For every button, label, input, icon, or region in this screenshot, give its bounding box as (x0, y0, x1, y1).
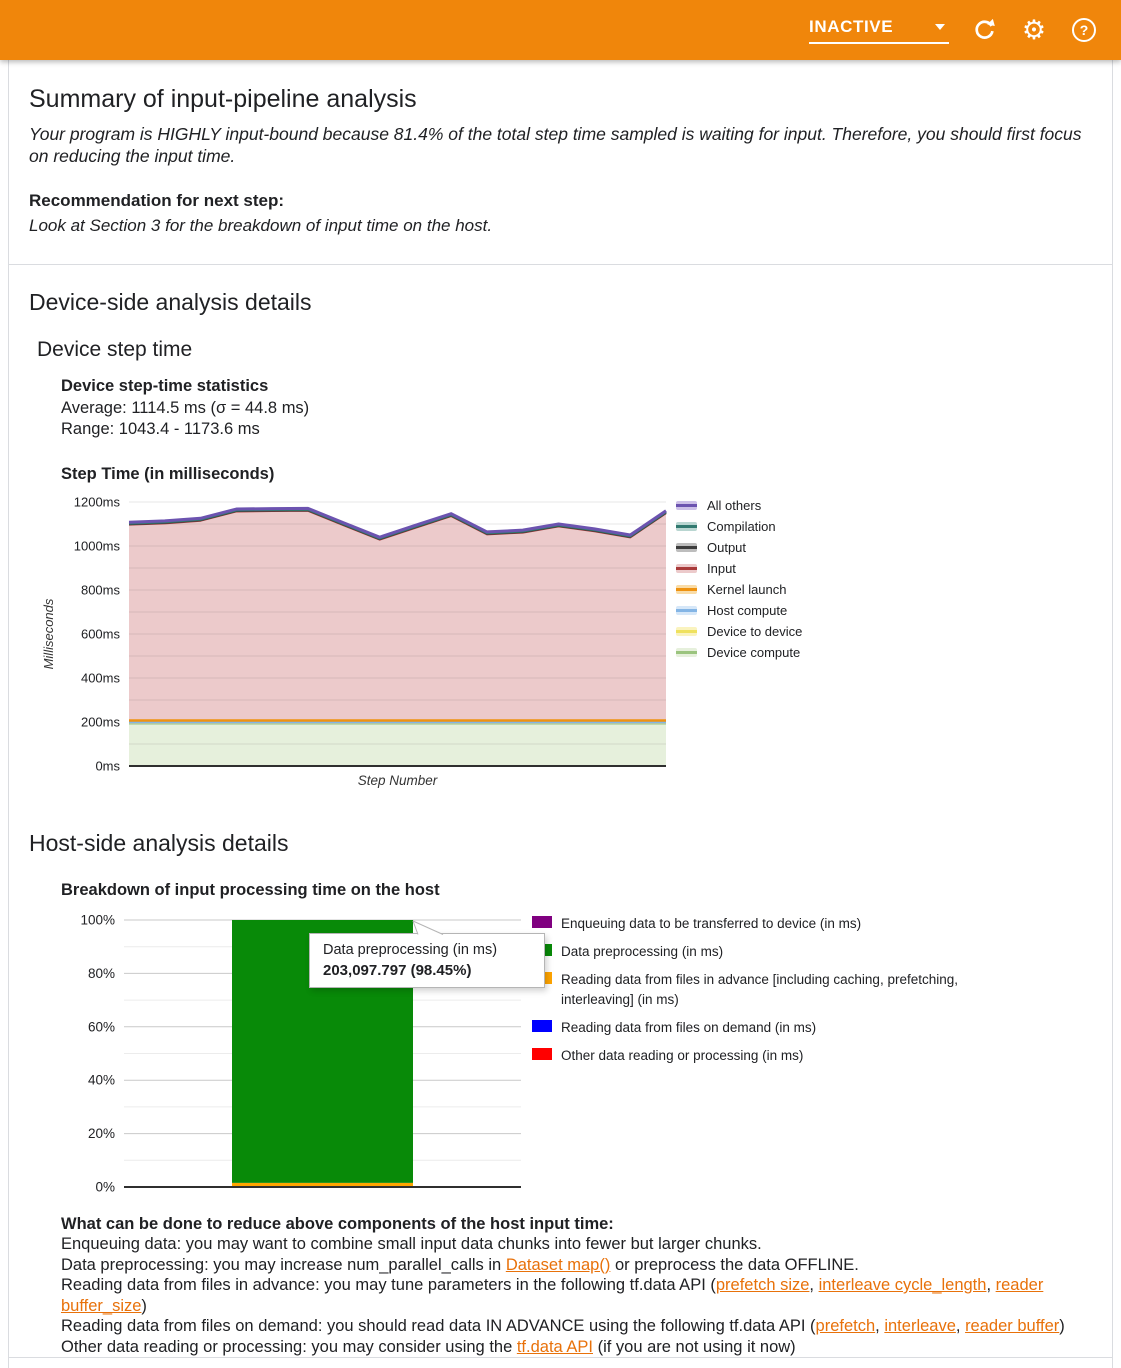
svg-text:20%: 20% (88, 1126, 115, 1141)
legend-item (532, 942, 972, 962)
legend-swatch (676, 501, 697, 510)
svg-text:200ms: 200ms (81, 714, 121, 729)
legend-item (676, 499, 802, 512)
legend-label: Compilation (707, 519, 776, 534)
advice-title: What can be done to reduce above components of the host input time: (61, 1214, 1081, 1235)
advice-link[interactable]: Dataset map() (506, 1256, 611, 1274)
legend-swatch (676, 606, 697, 615)
legend-label: Kernel launch (707, 582, 787, 597)
advice-link[interactable]: tf.data API (517, 1338, 593, 1356)
legend-item (676, 583, 802, 596)
legend-item (676, 541, 802, 554)
help-icon: ? (1072, 18, 1096, 42)
legend-label: Reading data from files on demand (in ms) (561, 1018, 816, 1038)
stats-average: Average: 1114.5 ms (σ = 44.8 ms) (61, 398, 1092, 420)
step-time-chart-legend (676, 499, 802, 659)
tooltip-value: 203,097.797 (98.45%) (323, 962, 531, 979)
legend-swatch (532, 916, 552, 928)
advice-link[interactable]: prefetch (816, 1317, 876, 1335)
legend-item (532, 914, 972, 934)
legend-label: Device to device (707, 624, 802, 639)
legend-swatch (676, 627, 697, 636)
stats-range: Range: 1043.4 - 1173.6 ms (61, 419, 1092, 441)
step-time-chart-area (29, 490, 1092, 802)
svg-text:1200ms: 1200ms (74, 494, 121, 509)
legend-label: Device compute (707, 645, 800, 660)
device-section-title: Device-side analysis details (29, 289, 1092, 316)
legend-label: Enqueuing data to be transferred to device (in ms) (561, 914, 861, 934)
refresh-button[interactable] (969, 15, 999, 45)
advice-line: Enqueuing data: you may want to combine small input data chunks into fewer but larger chunks. (61, 1234, 1081, 1255)
legend-label: Reading data from files in advance [including caching, prefetching, interleaving] (in ms) (561, 970, 972, 1010)
device-analysis-section (9, 265, 1112, 810)
device-step-time-stats (61, 376, 1092, 441)
svg-text:40%: 40% (88, 1072, 115, 1087)
advice-link[interactable]: prefetch size (716, 1276, 810, 1294)
legend-label: All others (707, 498, 761, 513)
legend-item (676, 562, 802, 575)
host-section-title: Host-side analysis details (29, 830, 1092, 857)
capture-status-dropdown[interactable] (809, 17, 949, 44)
svg-text:100%: 100% (80, 912, 115, 927)
legend-swatch (676, 564, 697, 573)
recommendation-text: Look at Section 3 for the breakdown of input time on the host. (29, 216, 1092, 236)
advice-link[interactable]: reader buffer (965, 1317, 1059, 1335)
refresh-icon (972, 18, 997, 43)
host-breakdown-chart-title: Breakdown of input processing time on the host (61, 881, 1092, 900)
svg-text:0ms: 0ms (95, 758, 120, 773)
host-analysis-section (9, 810, 1112, 1358)
legend-item (532, 1018, 972, 1038)
legend-swatch (676, 543, 697, 552)
advice-link[interactable]: interleave cycle_length (819, 1276, 987, 1294)
legend-swatch (676, 522, 697, 531)
legend-label: Input (707, 561, 736, 576)
legend-label: Data preprocessing (in ms) (561, 942, 723, 962)
step-time-chart-title: Step Time (in milliseconds) (61, 465, 1092, 484)
svg-text:1000ms: 1000ms (74, 538, 121, 553)
help-button[interactable] (1069, 15, 1099, 45)
host-breakdown-chart-legend (532, 914, 972, 1066)
legend-label: Output (707, 540, 746, 555)
svg-text:Milliseconds: Milliseconds (41, 598, 56, 669)
chart-tooltip (309, 933, 545, 988)
chevron-down-icon (935, 24, 945, 30)
svg-text:0%: 0% (95, 1179, 115, 1194)
host-advice-block (61, 1214, 1081, 1358)
legend-item (676, 520, 802, 533)
legend-swatch (532, 1048, 552, 1060)
stats-title: Device step-time statistics (61, 376, 1092, 398)
legend-item (676, 625, 802, 638)
legend-item (676, 604, 802, 617)
legend-swatch (532, 1020, 552, 1032)
svg-text:800ms: 800ms (81, 582, 121, 597)
profiler-content-card (8, 60, 1113, 1368)
device-step-time-title: Device step time (37, 338, 1092, 362)
summary-title: Summary of input-pipeline analysis (29, 85, 1092, 114)
summary-section (9, 60, 1112, 264)
recommendation-label: Recommendation for next step: (29, 191, 1092, 211)
legend-label: Other data reading or processing (in ms) (561, 1046, 803, 1066)
advice-line: Reading data from files on demand: you should read data IN ADVANCE using the following tf.data API (prefetch, interleave, reader buffer) (61, 1316, 1081, 1337)
tooltip-series-name: Data preprocessing (in ms) (323, 942, 531, 958)
legend-label: Host compute (707, 603, 787, 618)
legend-swatch (676, 585, 697, 594)
legend-item (532, 1046, 972, 1066)
svg-text:80%: 80% (88, 965, 115, 980)
advice-link[interactable]: reader buffer_size (61, 1276, 1043, 1315)
advice-line: Other data reading or processing: you may consider using the tf.data API (if you are not using it now) (61, 1337, 1081, 1358)
host-breakdown-chart-area (29, 906, 1092, 1202)
gear-icon: ⚙ (1022, 17, 1046, 44)
svg-text:400ms: 400ms (81, 670, 121, 685)
legend-item (532, 970, 972, 1010)
summary-body: Your program is HIGHLY input-bound because 81.4% of the total step time sampled is waiting for input. Therefore, you should first focus on reducing the input time. (29, 123, 1089, 167)
advice-line: Data preprocessing: you may increase num_parallel_calls in Dataset map() or preprocess the data OFFLINE. (61, 1255, 1081, 1276)
svg-text:Step Number: Step Number (358, 773, 438, 788)
settings-button[interactable] (1019, 15, 1049, 45)
legend-swatch (676, 648, 697, 657)
svg-text:600ms: 600ms (81, 626, 121, 641)
device-step-time-chart[interactable] (29, 490, 1109, 802)
legend-item (676, 646, 802, 659)
svg-text:60%: 60% (88, 1019, 115, 1034)
app-toolbar (0, 0, 1121, 60)
advice-line: Reading data from files in advance: you may tune parameters in the following tf.data API (prefetch size, interleave cycle_length, reader buffer_size) (61, 1275, 1081, 1316)
capture-status-label: INACTIVE (809, 17, 893, 37)
advice-link[interactable]: interleave (884, 1317, 956, 1335)
